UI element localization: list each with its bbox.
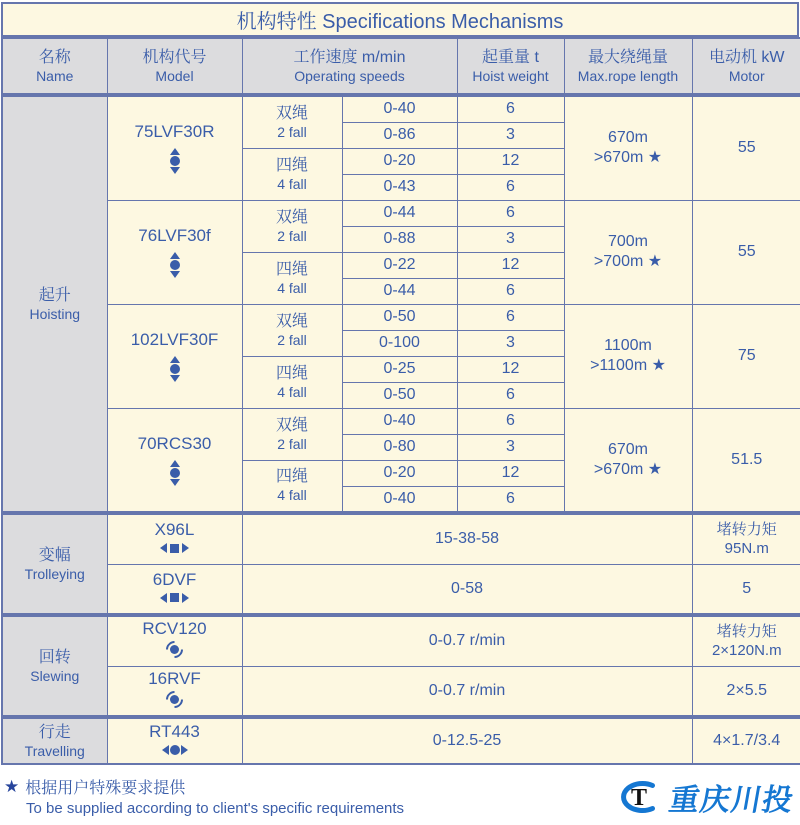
logo-wordmark: 重庆川投 <box>666 784 797 817</box>
col-header-motor: 电动机 kW Motor <box>692 38 800 94</box>
table-row <box>2 564 800 614</box>
speed-cell: 0-40 <box>342 486 457 512</box>
model-cell: X96L <box>107 514 242 564</box>
weight-cell: 6 <box>457 382 564 408</box>
weight-cell: 3 <box>457 330 564 356</box>
speed-cell: 0-0.7 r/min <box>242 666 692 716</box>
fall-cell: 四绳 4 fall <box>242 356 342 408</box>
col-header-weight: 起重量 t Hoist weight <box>457 38 564 94</box>
table-row <box>2 200 800 226</box>
fall-cell: 四绳 4 fall <box>242 148 342 200</box>
rotation-icon <box>166 691 183 708</box>
motor-cell: 2×5.5 <box>692 666 800 716</box>
left-right-circle-icon <box>162 745 188 755</box>
table-row <box>2 408 800 434</box>
speed-cell: 0-20 <box>342 148 457 174</box>
model-cell: 76LVF30f <box>107 200 242 304</box>
motor-cell: 堵转力矩 95N.m <box>692 514 800 564</box>
speed-cell: 0-20 <box>342 460 457 486</box>
speed-cell: 0-86 <box>342 122 457 148</box>
footnote-zh: 根据用户特殊要求提供 <box>25 780 186 797</box>
weight-cell: 3 <box>457 434 564 460</box>
company-logo <box>618 775 797 819</box>
fall-cell: 双绳 2 fall <box>242 408 342 460</box>
speed-cell: 0-50 <box>342 382 457 408</box>
col-header-speed: 工作速度 m/min Operating speeds <box>242 38 457 94</box>
speed-cell: 0-58 <box>242 564 692 614</box>
trolleying-table <box>1 513 800 615</box>
speed-cell: 0-44 <box>342 278 457 304</box>
header-row <box>1 37 800 95</box>
speed-cell: 0-44 <box>342 200 457 226</box>
model-cell: RCV120 <box>107 616 242 666</box>
motor-cell: 55 <box>692 200 800 304</box>
col-header-rope: 最大绕绳量 Max.rope length <box>564 38 692 94</box>
table-row <box>2 96 800 122</box>
speed-cell: 0-0.7 r/min <box>242 616 692 666</box>
weight-cell: 6 <box>457 278 564 304</box>
up-down-arrow-icon <box>170 252 180 278</box>
logo-swoosh-icon <box>618 776 666 818</box>
table-row <box>2 514 800 564</box>
model-cell: 70RCS30 <box>107 408 242 512</box>
motor-cell: 51.5 <box>692 408 800 512</box>
col-header-name: 名称 Name <box>2 38 107 94</box>
model-cell: RT443 <box>107 718 242 764</box>
weight-cell: 6 <box>457 174 564 200</box>
section-label-slewing: 回转 Slewing <box>2 616 107 716</box>
motor-cell: 5 <box>692 564 800 614</box>
weight-cell: 6 <box>457 304 564 330</box>
model-cell: 102LVF30F <box>107 304 242 408</box>
speed-cell: 0-12.5-25 <box>242 718 692 764</box>
speed-cell: 0-22 <box>342 252 457 278</box>
footnote <box>4 775 404 817</box>
table-row <box>2 616 800 666</box>
weight-cell: 12 <box>457 148 564 174</box>
page-title: 机构特性 Specifications Mechanisms <box>2 3 798 36</box>
speed-cell: 0-40 <box>342 408 457 434</box>
section-label-trolleying: 变幅 Trolleying <box>2 514 107 614</box>
weight-cell: 6 <box>457 200 564 226</box>
motor-cell: 堵转力矩 2×120N.m <box>692 616 800 666</box>
weight-cell: 12 <box>457 252 564 278</box>
table-row <box>2 304 800 330</box>
rope-length-cell: 1100m >1100m ★ <box>564 304 692 408</box>
hoisting-table <box>1 95 800 513</box>
model-cell: 6DVF <box>107 564 242 614</box>
weight-cell: 3 <box>457 122 564 148</box>
left-right-square-icon <box>160 543 189 553</box>
motor-cell: 4×1.7/3.4 <box>692 718 800 764</box>
section-label-travelling: 行走 Travelling <box>2 718 107 764</box>
star-icon: ★ <box>4 776 20 796</box>
slewing-table <box>1 615 800 717</box>
col-header-model: 机构代号 Model <box>107 38 242 94</box>
table-row <box>2 718 800 764</box>
weight-cell: 12 <box>457 460 564 486</box>
weight-cell: 6 <box>457 96 564 122</box>
rope-length-cell: 700m >700m ★ <box>564 200 692 304</box>
motor-cell: 75 <box>692 304 800 408</box>
up-down-arrow-icon <box>170 356 180 382</box>
footnote-en: To be supplied according to client's specific requirements <box>26 800 405 817</box>
fall-cell: 四绳 4 fall <box>242 252 342 304</box>
left-right-square-icon <box>160 593 189 603</box>
table-row <box>2 666 800 716</box>
title-bar <box>1 2 799 37</box>
speed-cell: 0-25 <box>342 356 457 382</box>
fall-cell: 双绳 2 fall <box>242 304 342 356</box>
motor-cell: 55 <box>692 96 800 200</box>
speed-cell: 0-88 <box>342 226 457 252</box>
logo-letter: T <box>630 785 648 811</box>
speed-cell: 0-80 <box>342 434 457 460</box>
fall-cell: 四绳 4 fall <box>242 460 342 512</box>
section-label-hoisting: 起升 Hoisting <box>2 96 107 512</box>
speed-cell: 0-100 <box>342 330 457 356</box>
fall-cell: 双绳 2 fall <box>242 96 342 148</box>
weight-cell: 6 <box>457 486 564 512</box>
up-down-arrow-icon <box>170 460 180 486</box>
rotation-icon <box>166 641 183 658</box>
model-cell: 75LVF30R <box>107 96 242 200</box>
rope-length-cell: 670m >670m ★ <box>564 408 692 512</box>
speed-cell: 0-40 <box>342 96 457 122</box>
fall-cell: 双绳 2 fall <box>242 200 342 252</box>
speed-cell: 0-43 <box>342 174 457 200</box>
speed-cell: 15-38-58 <box>242 514 692 564</box>
weight-cell: 3 <box>457 226 564 252</box>
model-cell: 16RVF <box>107 666 242 716</box>
up-down-arrow-icon <box>170 148 180 174</box>
footer <box>0 775 800 825</box>
speed-cell: 0-50 <box>342 304 457 330</box>
rope-length-cell: 670m >670m ★ <box>564 96 692 200</box>
weight-cell: 6 <box>457 408 564 434</box>
weight-cell: 12 <box>457 356 564 382</box>
travelling-table <box>1 717 800 765</box>
